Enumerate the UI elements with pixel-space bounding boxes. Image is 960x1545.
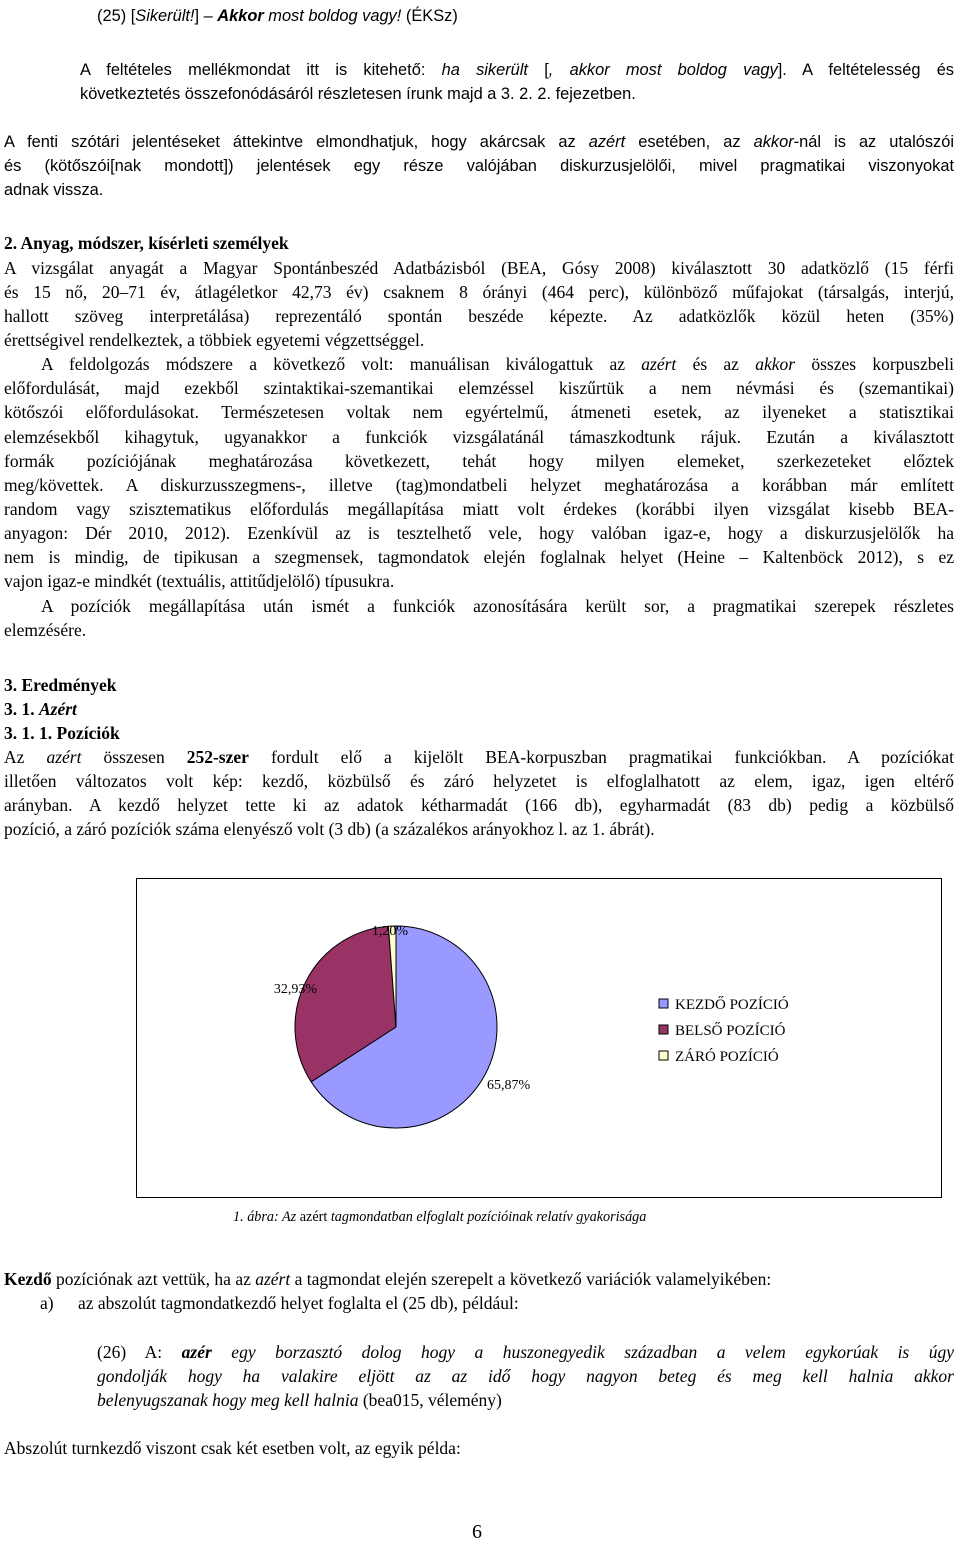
legend-swatch-3 bbox=[659, 1051, 668, 1060]
method-line10: vajon igaz-e mindkét (textuális, attitűdjelölő) típusukra. bbox=[4, 571, 395, 591]
method-line9: nem is mindig, de tipikusan a szegmensek, tagmondatok elején foglalnak helyet (Heine – Kaltenböck 2012), s ez bbox=[4, 547, 954, 567]
legend-label-3: ZÁRÓ POZÍCIÓ bbox=[675, 1049, 779, 1065]
legend-label-2: BELSŐ POZÍCIÓ bbox=[675, 1023, 786, 1039]
results-line1: Az azért összesen 252-szer fordult elő a kijelölt BEA-korpuszban pragmatikai funkciókban. A pozíciókat bbox=[4, 747, 954, 767]
para2-line1: A fenti szótári jelentéseket áttekintve elmondhatjuk, hogy akárcsak az azért esetében, az akkor-nál is az utalószói bbox=[4, 133, 954, 151]
para2-line3: adnak vissza. bbox=[4, 181, 104, 199]
section2-line2: és 15 nő, 20–71 év, átlagéletkor 42,73 év) csaknem 8 órányi (464 perc), különböző műfajokat (társalgás, interjú, bbox=[4, 282, 954, 302]
final-line: Abszolút turnkezdő viszont csak két esetben volt, az egyik példa: bbox=[4, 1438, 461, 1458]
method-line5: formák pozíciójának meghatározása következett, tehát hogy milyen elemeket, szerkezeteket előztek bbox=[4, 451, 954, 471]
method-line6: meg/követtek. A diskurzusszegmens-, illetve (tag)mondatbeli helyzet meghatározása a korábban már említett bbox=[4, 475, 954, 495]
results-heading: 3. Eredmények bbox=[4, 675, 117, 695]
legend-swatch-2 bbox=[659, 1025, 668, 1034]
results-subheading: 3. 1. Azért bbox=[4, 699, 77, 719]
para1-line1: A feltételes mellékmondat itt is kitehető: ha sikerült [, akkor most boldog vagy]. A feltételesség és bbox=[80, 61, 955, 79]
method-line8: anyagon: Dér 2010, 2012). Ezenkívül az is tesztelhető vele, hogy valóban igaz-e, hogy a diskurzusjelölők ha bbox=[4, 523, 954, 543]
pie-data-label-3: 1,20% bbox=[371, 924, 409, 939]
results-line4: pozíció, a záró pozíciók száma elenyésző volt (3 db) (a százalékos arányokhoz l. az 1. ábrát). bbox=[4, 819, 655, 839]
method-line4: elemzésekből kihagytuk, ugyanakkor a funkciók vizsgálatánál támaszkodtunk rájuk. Ezután a kiválasztott bbox=[4, 427, 954, 447]
para2-line2: és (kötőszói[nak mondott]) jelentések egy része valójában diskurzusjelölői, mivel pragmatikai viszonyokat bbox=[4, 157, 954, 175]
pie-chart-frame bbox=[136, 878, 942, 1198]
section2-line3: hallott szöveg interpretálása) reprezentáló spontán beszéde képezte. Az adatközlők közül heten (35%) bbox=[4, 306, 954, 326]
results-line3: arányban. A kezdő helyzet tette ki az adatok kétharmadát (166 db), egyharmadát (83 db) pedig a közbülső bbox=[4, 795, 954, 815]
page-number: 6 bbox=[472, 1521, 482, 1543]
example26-line2: gondolják hogy ha valakire eljött az az idő hogy nagyon beteg és meg kell halnia akkor bbox=[97, 1366, 954, 1386]
method-line2: előfordulását, majd ezekből szintaktikai-szemantikai elemzéssel kiszűrtük a nem névmási és (szemantikai) bbox=[4, 378, 954, 398]
legend-label-1: KEZDŐ POZÍCIÓ bbox=[675, 997, 789, 1013]
section2-line1: A vizsgálat anyagát a Magyar Spontánbeszéd Adatbázisból (BEA, Gósy 2008) kiválasztott 30 adatközlő (15 férfi bbox=[4, 258, 954, 278]
example-25: (25) [Sikerült!] – Akkor most boldog vagy! (ÉKSz) bbox=[97, 7, 458, 25]
pie-chart bbox=[137, 879, 941, 1197]
method-line1: A feldolgozás módszere a következő volt: manuálisan kiválogattuk az azért és az akkor összes korpuszbeli bbox=[41, 354, 954, 374]
method-line7: random vagy szisztematikus előfordulás megállapítása miatt volt érdekes (korábbi ilyen vizsgálat kisebb BEA- bbox=[4, 499, 954, 519]
example26-line3: belenyugszanak hogy meg kell halnia (bea015, vélemény) bbox=[97, 1390, 502, 1410]
positions-line1: A pozíciók megállapítása után ismét a funkciók azonosítására került sor, a pragmatikai szerepek részletes bbox=[41, 596, 954, 616]
method-line3: kötőszói előfordulásokat. Természetesen voltak nem egyértelmű, átmeneti esetek, az ilyeneket a statisztikai bbox=[4, 402, 954, 422]
para1-line2: következtetés összefonódásáról részletesen írunk majd a 3. 2. 2. fejezetben. bbox=[80, 85, 636, 103]
figure-caption: 1. ábra: Az azért tagmondatban elfoglalt pozícióinak relatív gyakorisága bbox=[233, 1209, 647, 1225]
example26-line1: (26) A: azér egy borzasztó dolog hogy a huszonegyedik században a velem egykorúak is úgy bbox=[97, 1342, 954, 1362]
results-subsubheading: 3. 1. 1. Pozíciók bbox=[4, 723, 120, 743]
legend-swatch-1 bbox=[659, 999, 668, 1008]
results-line2: illetően változatos volt kép: kezdő, közbülső és záró helyzetet is elfoglalhatott az elem, igaz, igen eltérő bbox=[4, 771, 954, 791]
list-item-a-text: az abszolút tagmondatkezdő helyet foglalta el (25 db), például: bbox=[78, 1293, 519, 1313]
section2-heading: 2. Anyag, módszer, kísérleti személyek bbox=[4, 233, 289, 253]
section2-line4: érettségivel rendelkeztek, a többiek egyetemi végzettséggel. bbox=[4, 330, 425, 350]
positions-line2: elemzésére. bbox=[4, 620, 87, 640]
pie-data-label-1: 65,87% bbox=[487, 1078, 531, 1093]
pie-data-label-2: 32,93% bbox=[273, 982, 317, 997]
kezdo-line: Kezdő pozíciónak azt vettük, ha az azért a tagmondat elején szerepelt a következő variációk valamelyikében: bbox=[4, 1269, 772, 1289]
list-item-a-label: a) bbox=[40, 1293, 54, 1313]
